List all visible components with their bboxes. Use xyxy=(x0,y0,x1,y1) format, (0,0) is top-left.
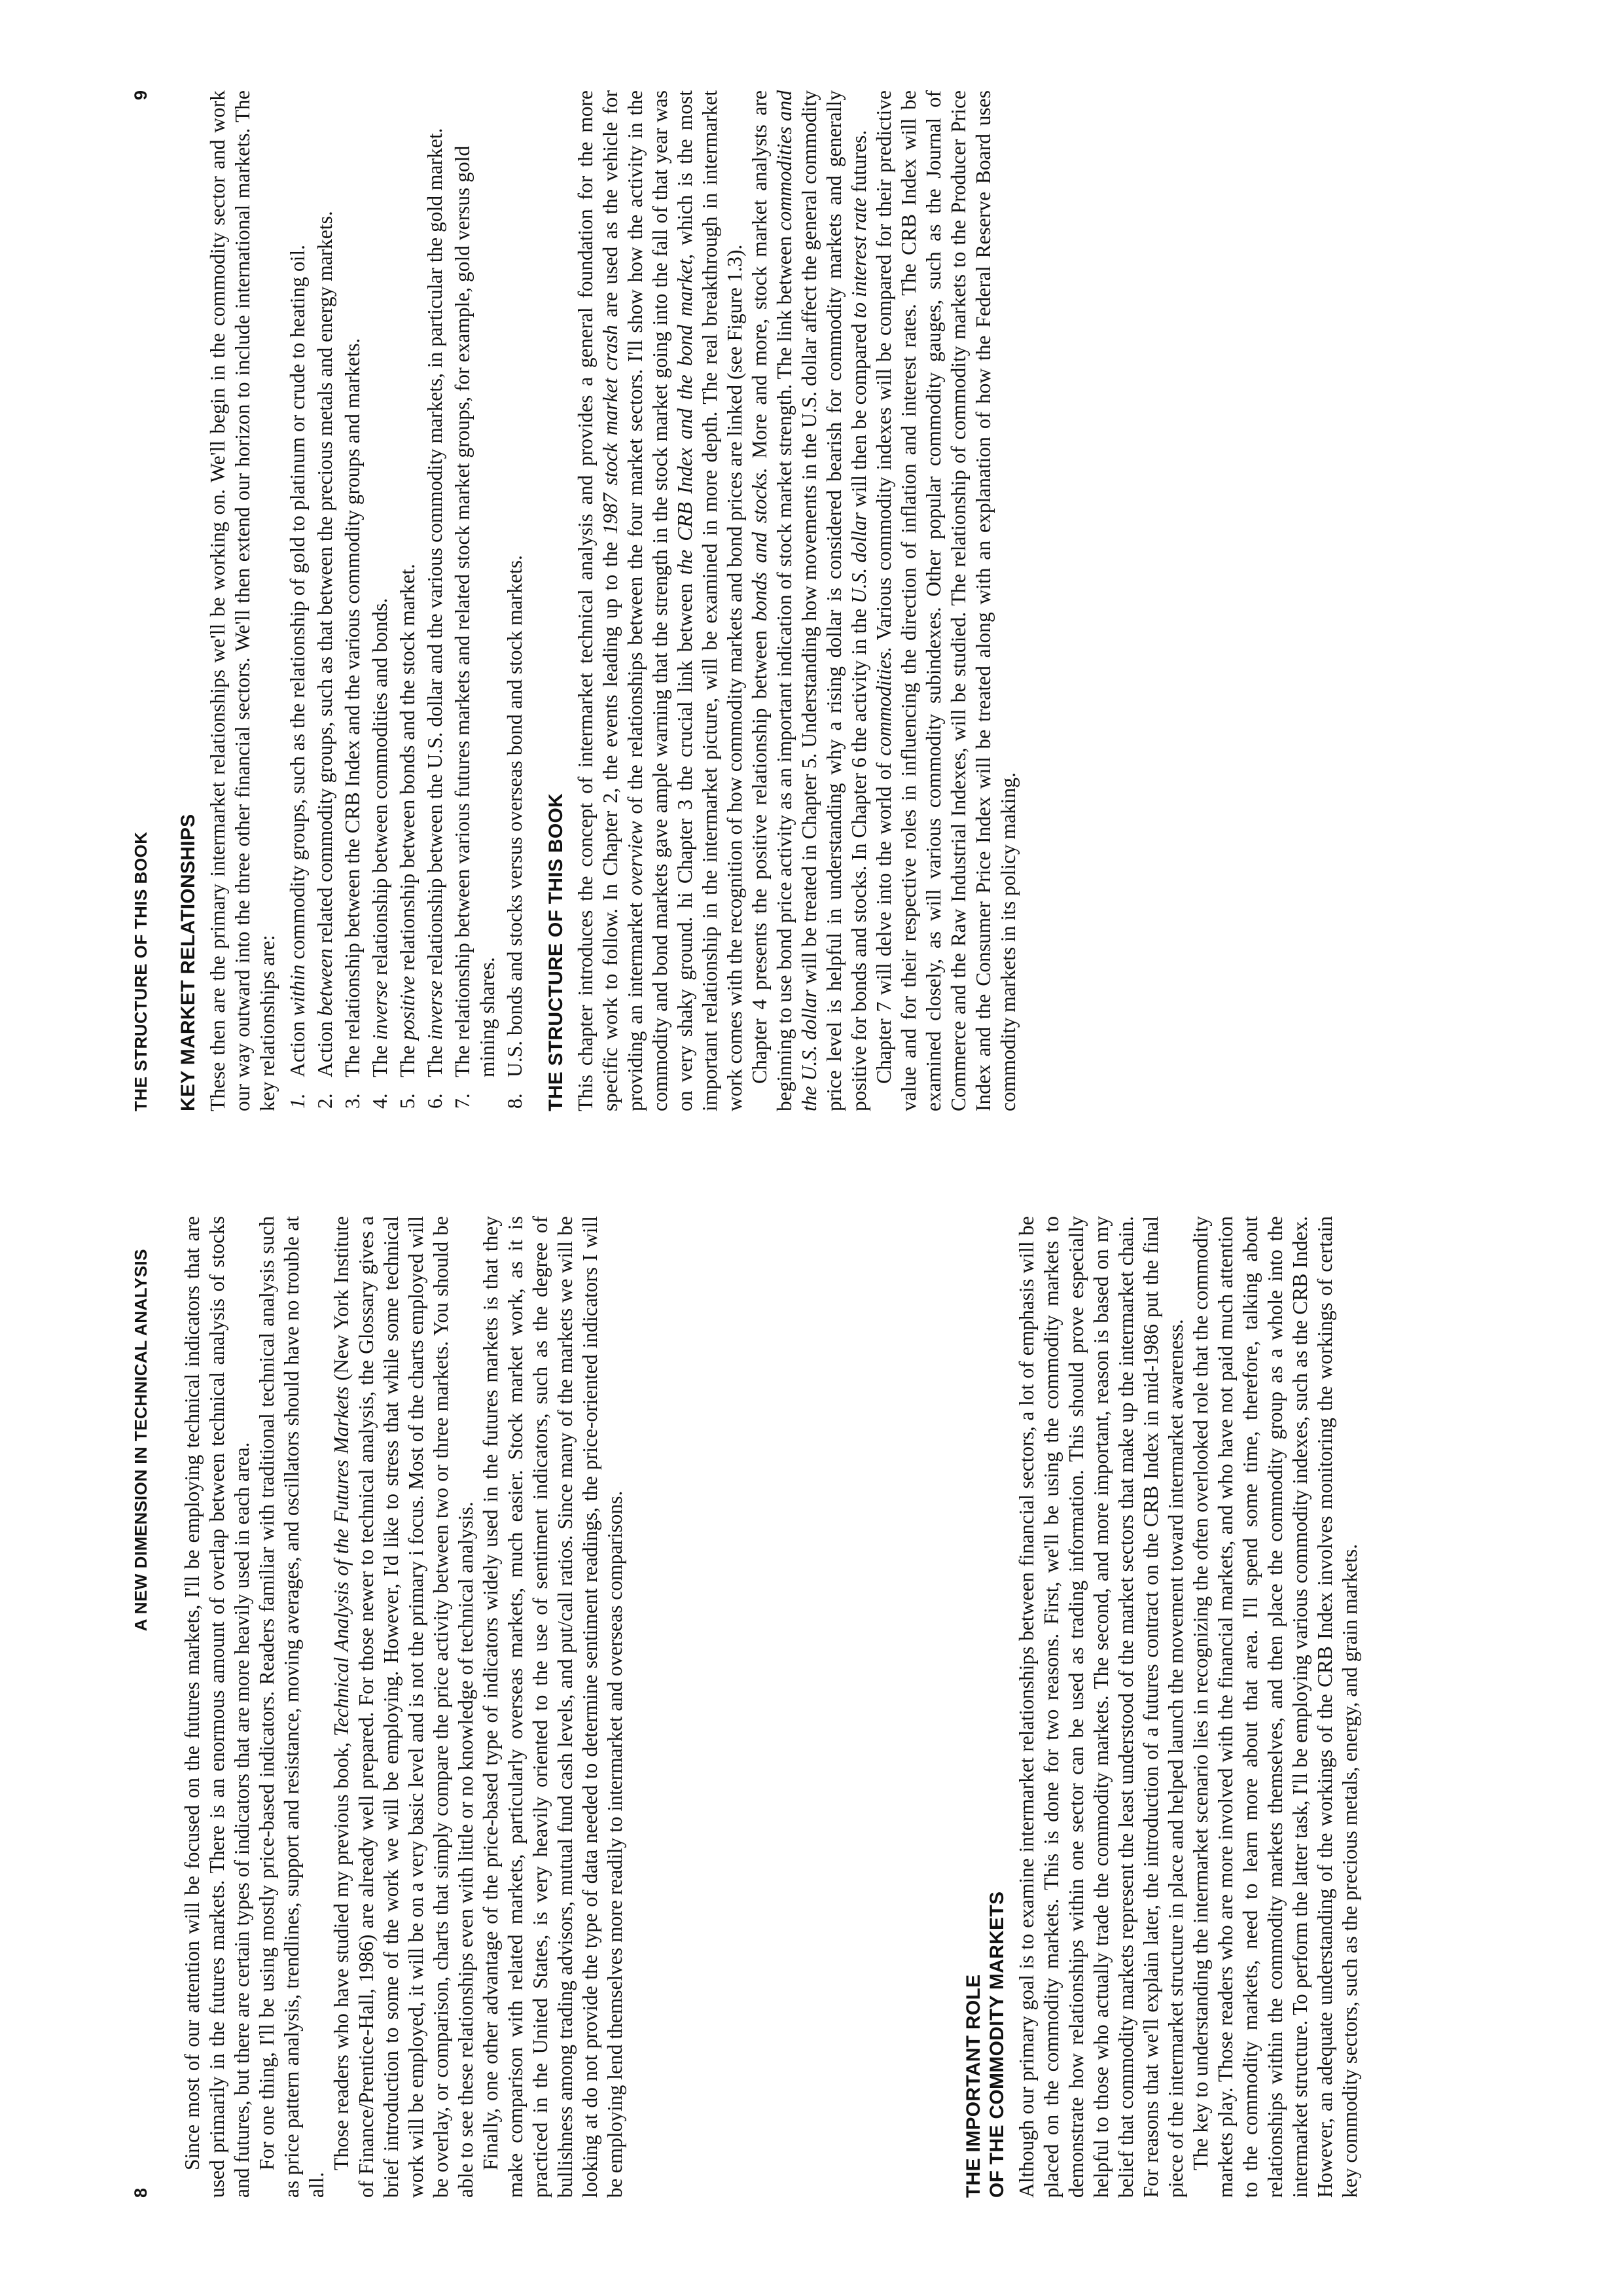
right-page xyxy=(0,90,1623,1111)
list-item: 3. The relationship between the CRB Index and the various commodity groups and markets. xyxy=(341,338,364,1109)
list-item: 8. U.S. bonds and stocks versus overseas bond and stock markets. xyxy=(503,555,526,1109)
list-item: 4. The inverse relationship between commodities and bonds. xyxy=(368,598,391,1109)
paragraph: Chapter 7 will delve into the world of commodities. Various commodity indexes will be compared for their predictive value and for their respective roles in influencing the direction of inflation and interest rates. The CRB Index will be examined closely, as will various commodity subindexes. Other popular commodity gauges, such as the Journal of Commerce and the Raw Industrial Indexes, will be studied. The relationship of commodity markets to the Producer Price Index and the Consumer Price Index will be treated along with an explanation of how the Federal Reserve Board uses commodity markets in its policy making. xyxy=(872,90,1020,1111)
right-page-number: 9 xyxy=(131,90,151,101)
list-item: 2. Action between related commodity groups, such as that between the precious metals and energy markets. xyxy=(313,211,336,1109)
left-running-head xyxy=(131,1216,157,2198)
right-running-head xyxy=(131,90,157,1111)
left-running-title: A NEW DIMENSION IN TECHNICAL ANALYSIS xyxy=(131,1249,151,1632)
list-item: 7. The relationship between various futures markets and related stock market groups, for example, gold versus gold mining shares. xyxy=(451,145,499,1109)
list-item: 1. Action within commodity groups, such as the relationship of gold to platinum or crude to heating oil. xyxy=(286,244,309,1109)
list-item: 6. The inverse relationship between the U.S. dollar and the various commodity markets, in particular the gold market. xyxy=(423,128,446,1109)
left-page xyxy=(0,1216,1623,2198)
right-running-title: THE STRUCTURE OF THIS BOOK xyxy=(131,831,151,1111)
paragraph: Since most of our attention will be focused on the futures markets, I'll be employing technical indicators that are used primarily in the futures markets. There is an enormous amount of overlap between technical analysis of stocks and futures, but there are certain types of indicators that are more heavily used in each area. xyxy=(181,1216,253,2198)
left-page-number: 8 xyxy=(131,2187,151,2198)
section-heading-book-structure: THE STRUCTURE OF THIS BOOK xyxy=(545,793,567,1111)
list-item: 5. The positive relationship between bonds and the stock market. xyxy=(396,564,419,1109)
right-body xyxy=(177,90,1021,1111)
section-heading-key-relationships: KEY MARKET RELATIONSHIPS xyxy=(177,814,199,1111)
paragraph: Finally, one other advantage of the price-based type of indicators widely used in the futures markets is that they make comparison with related markets, particularly overseas markets, much easier. Stock market work, as it is practiced in the United States, is very heavily oriented to the use of sentiment indicators, such as the degree of bullishness among trading advisors, mutual fund cash levels, and put/call ratios. Since many of the markets we will be looking at do not provide the type of data needed to determine sentiment readings, the price-oriented indicators I will be employing lend themselves more readily to intermarket and overseas comparisons. xyxy=(479,1216,626,2198)
paragraph: Although our primary goal is to examine intermarket relationships between financial sectors, a lot of emphasis will be placed on the commodity markets. This is done for two reasons. First, we'll be using the commodity markets to demonstrate how relationships within one sector can be used as trading information. This should prove especially helpful to those who actually trade the commodity markets. The second, and more important, reason is based on my belief that commodity markets represent the least understood of the market sectors that make up the intermarket chain. For reasons that we'll explain later, the introduction of a futures contract on the CRB Index in mid-1986 put the final piece of the intermarket structure in place and helped launch the movement toward intermarket awareness. xyxy=(1015,1216,1187,2198)
paragraph: Chapter 4 presents the positive relationship between bonds and stocks. More and more, stock market analysts are beginning to use bond price activity as an important indication of stock market strength. The link between commodities and the U.S. dollar will be treated in Chapter 5. Understanding how movements in the U.S. dollar affect the general commodity price level is helpful in understanding why a rising dollar is considered bearish for commodity markets and generally positive for bonds and stocks. In Chapter 6 the activity in the U.S. dollar will then be compared to interest rate futures. xyxy=(748,90,870,1111)
paragraph: For one thing, I'll be using mostly price-based indicators. Readers familiar with traditional technical analysis such as price pattern analysis, trendlines, support and resistance, moving averages, and oscillators should have no trouble at all. xyxy=(255,1216,328,2198)
paragraph: These then are the primary intermarket relationships we'll be working on. We'll begin in the commodity sector and work our way outward into the three other financial sectors. We'll then extend our horizon to include international markets. The key relationships are: xyxy=(206,90,279,1111)
paragraph: Those readers who have studied my previous book, Technical Analysis of the Futures Markets (New York Institute of Finance/Prentice-Hall, 1986) are already well prepared. For those newer to technical analysis, the Glossary gives a brief introduction to some of the work we will be employing. However, I'd like to stress that while some technical work will be employed, it will be on a very basic level and is not the primary i focus. Most of the charts employed will be overlay, or comparison, charts that simply compare the price activity between two or three markets. You should be able to see these relationships even with little or no knowledge of technical analysis. xyxy=(330,1216,477,2198)
relationships-list xyxy=(285,90,527,1111)
left-body-bottom xyxy=(962,1216,1363,2198)
paragraph: This chapter introduces the concept of intermarket technical analysis and provides a general foundation for the more specific work to follow. In Chapter 2, the events leading up to the 1987 stock market crash are used as the vehicle for providing an intermarket overview of the relationships between the four market sectors. I'll show how the activity in the commodity and bond markets gave ample warning that the strength in the stock market going into the fall of that year was on very shaky ground. hi Chapter 3 the crucial link between the CRB Index and the bond market, which is the most important relationship in the intermarket picture, will be examined in more depth. The real breakthrough in intermarket work comes with the recognition of how commodity markets and bond prices are linked (see Figure 1.3). xyxy=(574,90,746,1111)
section-heading-commodity-role: THE IMPORTANT ROLE OF THE COMMODITY MARKETS xyxy=(963,1891,1008,2198)
left-body-top xyxy=(180,1216,628,2198)
paragraph: The key to understanding the intermarket scenario lies in recognizing the often overlooked role that the commodity markets play. Those readers who are more involved with the financial markets, and who have not paid much attention to the commodity markets, need to learn more about that area. I'll spend some time, therefore, talking about relationships within the commodity markets themselves, and then place the commodity group as a whole into the intermarket structure. To perform the latter task, I'll be employing various commodity indexes, such as the CRB Index. However, an adequate understanding of the workings of the CRB Index involves monitoring the workings of certain key commodity sectors, such as the precious metals, energy, and grain markets. xyxy=(1189,1216,1361,2198)
